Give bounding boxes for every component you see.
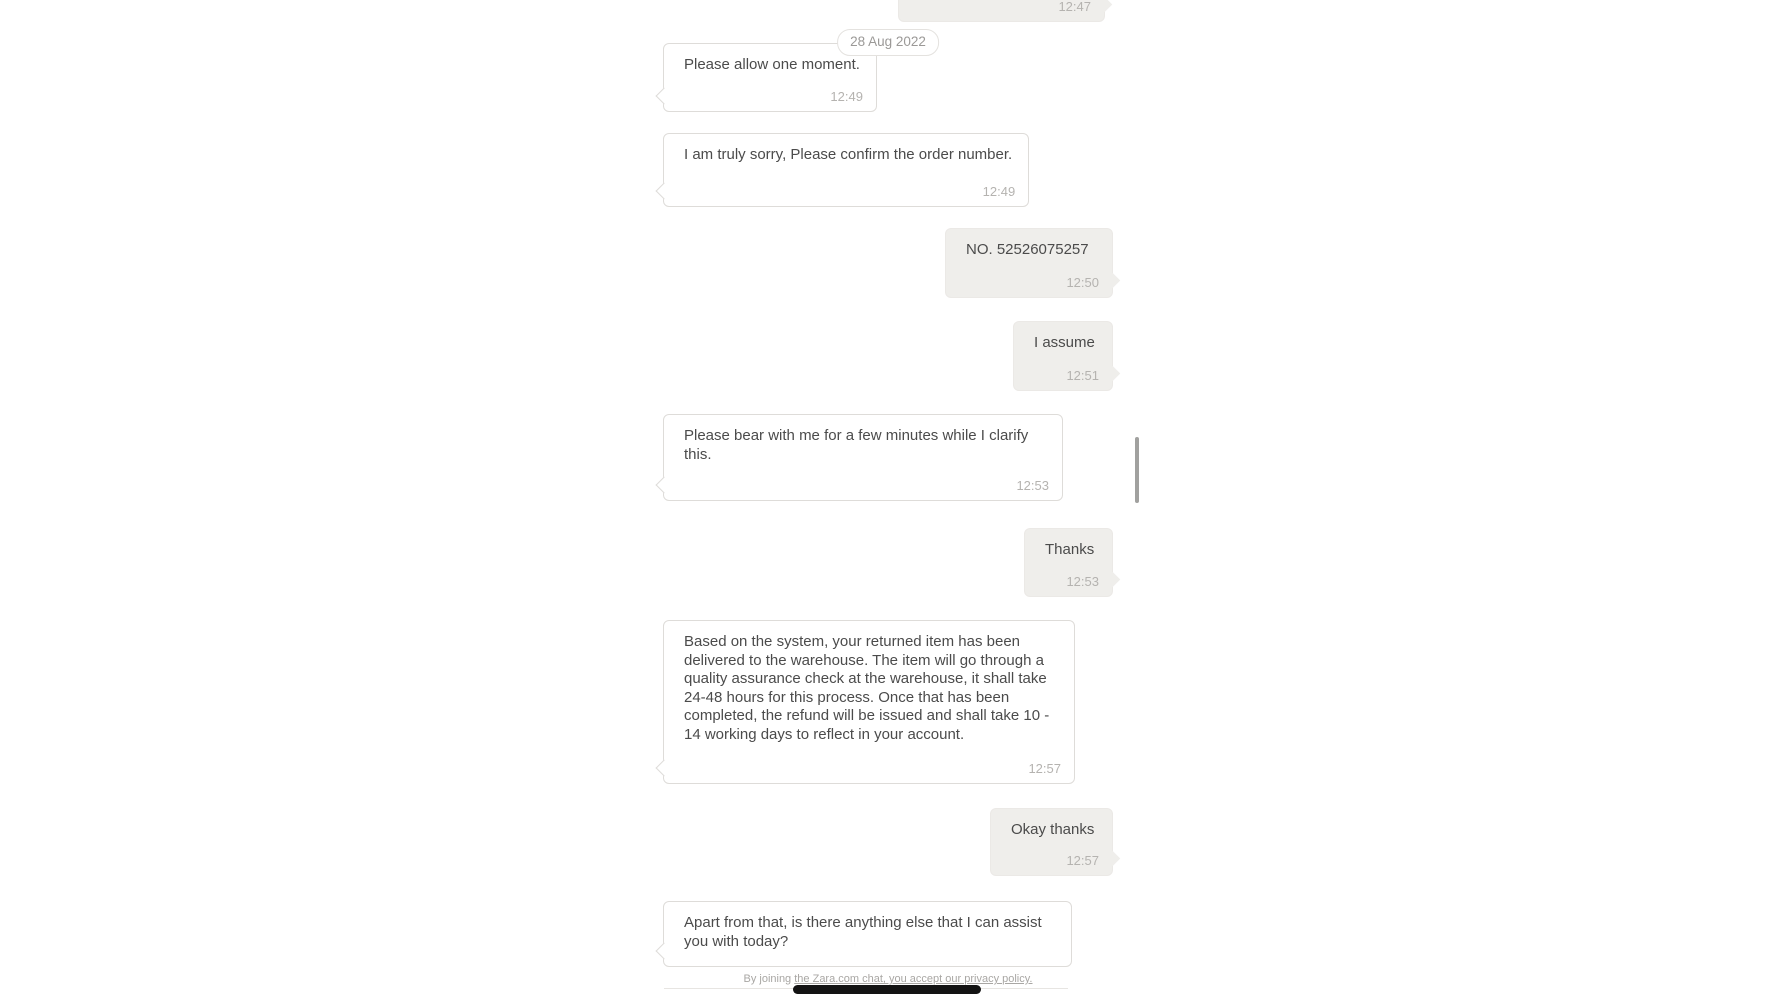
message-time: 12:57 bbox=[1066, 853, 1099, 868]
message-text: I am truly sorry, Please confirm the order number. bbox=[684, 146, 1013, 163]
privacy-policy-link[interactable]: the Zara.com chat, you accept our privacy policy. bbox=[794, 973, 1033, 985]
message-time: 12:50 bbox=[1066, 275, 1099, 290]
chat-message-bubble bbox=[663, 133, 1029, 207]
chat-message-bubble bbox=[1024, 528, 1113, 597]
scrollbar-thumb[interactable] bbox=[1135, 437, 1139, 503]
message-text: Okay thanks bbox=[1011, 821, 1095, 838]
chat-message-bubble bbox=[663, 414, 1063, 501]
message-text: Please allow one moment. bbox=[684, 56, 860, 73]
message-time: 12:57 bbox=[1028, 761, 1061, 776]
message-time: 12:51 bbox=[1066, 368, 1099, 383]
message-text: Based on the system, your returned item has been delivered to the warehouse. The item will go through a quality assurance check at the warehouse, it shall take 24-48 hours for this process. Once that has been completed, the refund will be issued and shall take 10 - 14 working days to reflect in your account. bbox=[684, 633, 1050, 743]
message-time: 12:53 bbox=[1066, 574, 1099, 589]
chat-message-bubble bbox=[1013, 321, 1113, 391]
home-indicator[interactable] bbox=[793, 985, 981, 994]
chat-thread bbox=[663, 0, 1113, 1000]
message-time: 12:53 bbox=[1016, 478, 1049, 493]
bubble-tail bbox=[1096, 0, 1112, 12]
chat-message-bubble bbox=[898, 0, 1105, 22]
message-time: 12:49 bbox=[830, 89, 863, 104]
chat-message-bubble bbox=[663, 620, 1075, 784]
message-text: NO. 52526075257 bbox=[966, 241, 1089, 258]
message-time: 12:47 bbox=[1058, 0, 1091, 14]
date-separator: 28 Aug 2022 bbox=[837, 29, 939, 56]
chat-message-bubble bbox=[990, 808, 1113, 876]
privacy-disclaimer bbox=[623, 973, 1153, 985]
disclaimer-text: By joining bbox=[743, 973, 795, 985]
message-text: Apart from that, is there anything else that I can assist you with today? bbox=[684, 914, 1042, 950]
message-text: Please bear with me for a few minutes while I clarify this. bbox=[684, 427, 1029, 463]
message-text: Thanks bbox=[1045, 541, 1095, 558]
chat-message-bubble bbox=[663, 901, 1072, 967]
message-time: 12:49 bbox=[982, 184, 1016, 199]
message-text: I assume bbox=[1034, 334, 1095, 351]
chat-message-bubble bbox=[945, 228, 1113, 298]
